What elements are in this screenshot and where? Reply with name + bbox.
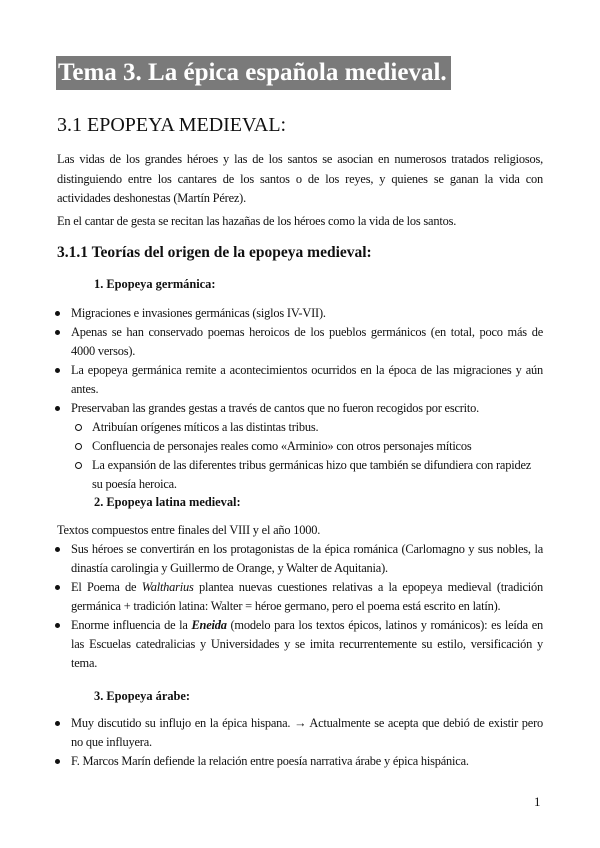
- intro-paragraph: Las vidas de los grandes héroes y las de los santos se asocian en numerosos tratados religiosos, distinguiendo entre los cantares de los santos o de los reyes, y quienes se ganan la vida con actividades deshonestas (Martín Pérez).: [57, 152, 543, 205]
- page-number: 1: [534, 794, 541, 809]
- sub-list-item: Atribuían orígenes míticos a las distintas tribus.: [92, 418, 543, 437]
- list-item: Muy discutido su influjo en la épica hispana. → Actualmente se acepta que debió de existir pero no que influyera.: [71, 714, 543, 752]
- list-item: Enorme influencia de la Eneida (modelo para los textos épicos, latinos y románicos): es leída en las Escuelas catedralicias y Universidades y se imita recurrentemente su estilo, versificación y tema.: [71, 616, 543, 673]
- list-item: Preservaban las grandes gestas a través de cantos que no fueron recogidos por escrito.: [71, 399, 543, 418]
- list-item: El Poema de Waltharius plantea nuevas cuestiones relativas a la epopeya medieval (tradición germánica + tradición latina: Walter = héroe germano, pero el poema está escrito en latín).: [71, 578, 543, 616]
- bullet-icon: [55, 311, 60, 316]
- eneida-title: Eneida: [191, 618, 227, 632]
- document-title: Tema 3. La épica española medieval.: [56, 56, 451, 90]
- list-item: La epopeya germánica remite a acontecimientos ocurridos en la época de las migraciones y aún antes.: [71, 361, 543, 399]
- sub-list-item: La expansión de las diferentes tribus germánicas hizo que también se difundiera con rapidez su poesía heroica.: [92, 456, 543, 494]
- bullet-icon: [55, 330, 60, 335]
- cantar-paragraph: En el cantar de gesta se recitan las hazañas de los héroes como la vida de los santos.: [57, 214, 457, 228]
- heading-epopeya-arabe: 3. Epopeya árabe:: [94, 689, 191, 703]
- circle-bullet-icon: [75, 443, 82, 450]
- latina-list: [0, 540, 543, 673]
- heading-epopeya-germanica: 1. Epopeya germánica:: [94, 277, 216, 291]
- bullet-icon: [55, 585, 60, 590]
- bullet-icon: [55, 406, 60, 411]
- circle-bullet-icon: [75, 424, 82, 431]
- latina-intro: Textos compuestos entre finales del VIII y el año 1000.: [57, 523, 321, 537]
- section-heading-epopeya-medieval: 3.1 EPOPEYA MEDIEVAL:: [57, 114, 287, 136]
- list-item: Migraciones e invasiones germánicas (siglos IV-VII).: [71, 304, 543, 323]
- circle-bullet-icon: [75, 462, 82, 469]
- bullet-icon: [55, 759, 60, 764]
- bullet-icon: [55, 547, 60, 552]
- list-item: Sus héroes se convertirán en los protagonistas de la épica románica (Carlomagno y sus nobles, la dinastía carolingia y Guillermo de Orange, y Walter de Aquitania).: [71, 540, 543, 578]
- germanica-list: [0, 304, 543, 494]
- sub-list-item: Confluencia de personajes reales como «Arminio» con otros personajes míticos: [92, 437, 543, 456]
- bullet-icon: [55, 623, 60, 628]
- subsection-heading-teorias: 3.1.1 Teorías del origen de la epopeya medieval:: [57, 244, 372, 261]
- bullet-icon: [55, 368, 60, 373]
- arabe-list: [0, 714, 543, 771]
- list-item: F. Marcos Marín defiende la relación entre poesía narrativa árabe y épica hispánica.: [71, 752, 543, 771]
- heading-epopeya-latina: 2. Epopeya latina medieval:: [94, 495, 241, 509]
- bullet-icon: [55, 721, 60, 726]
- waltharius-title: Waltharius: [141, 580, 194, 594]
- list-item: Apenas se han conservado poemas heroicos de los pueblos germánicos (en total, poco más de 4000 versos).: [71, 323, 543, 361]
